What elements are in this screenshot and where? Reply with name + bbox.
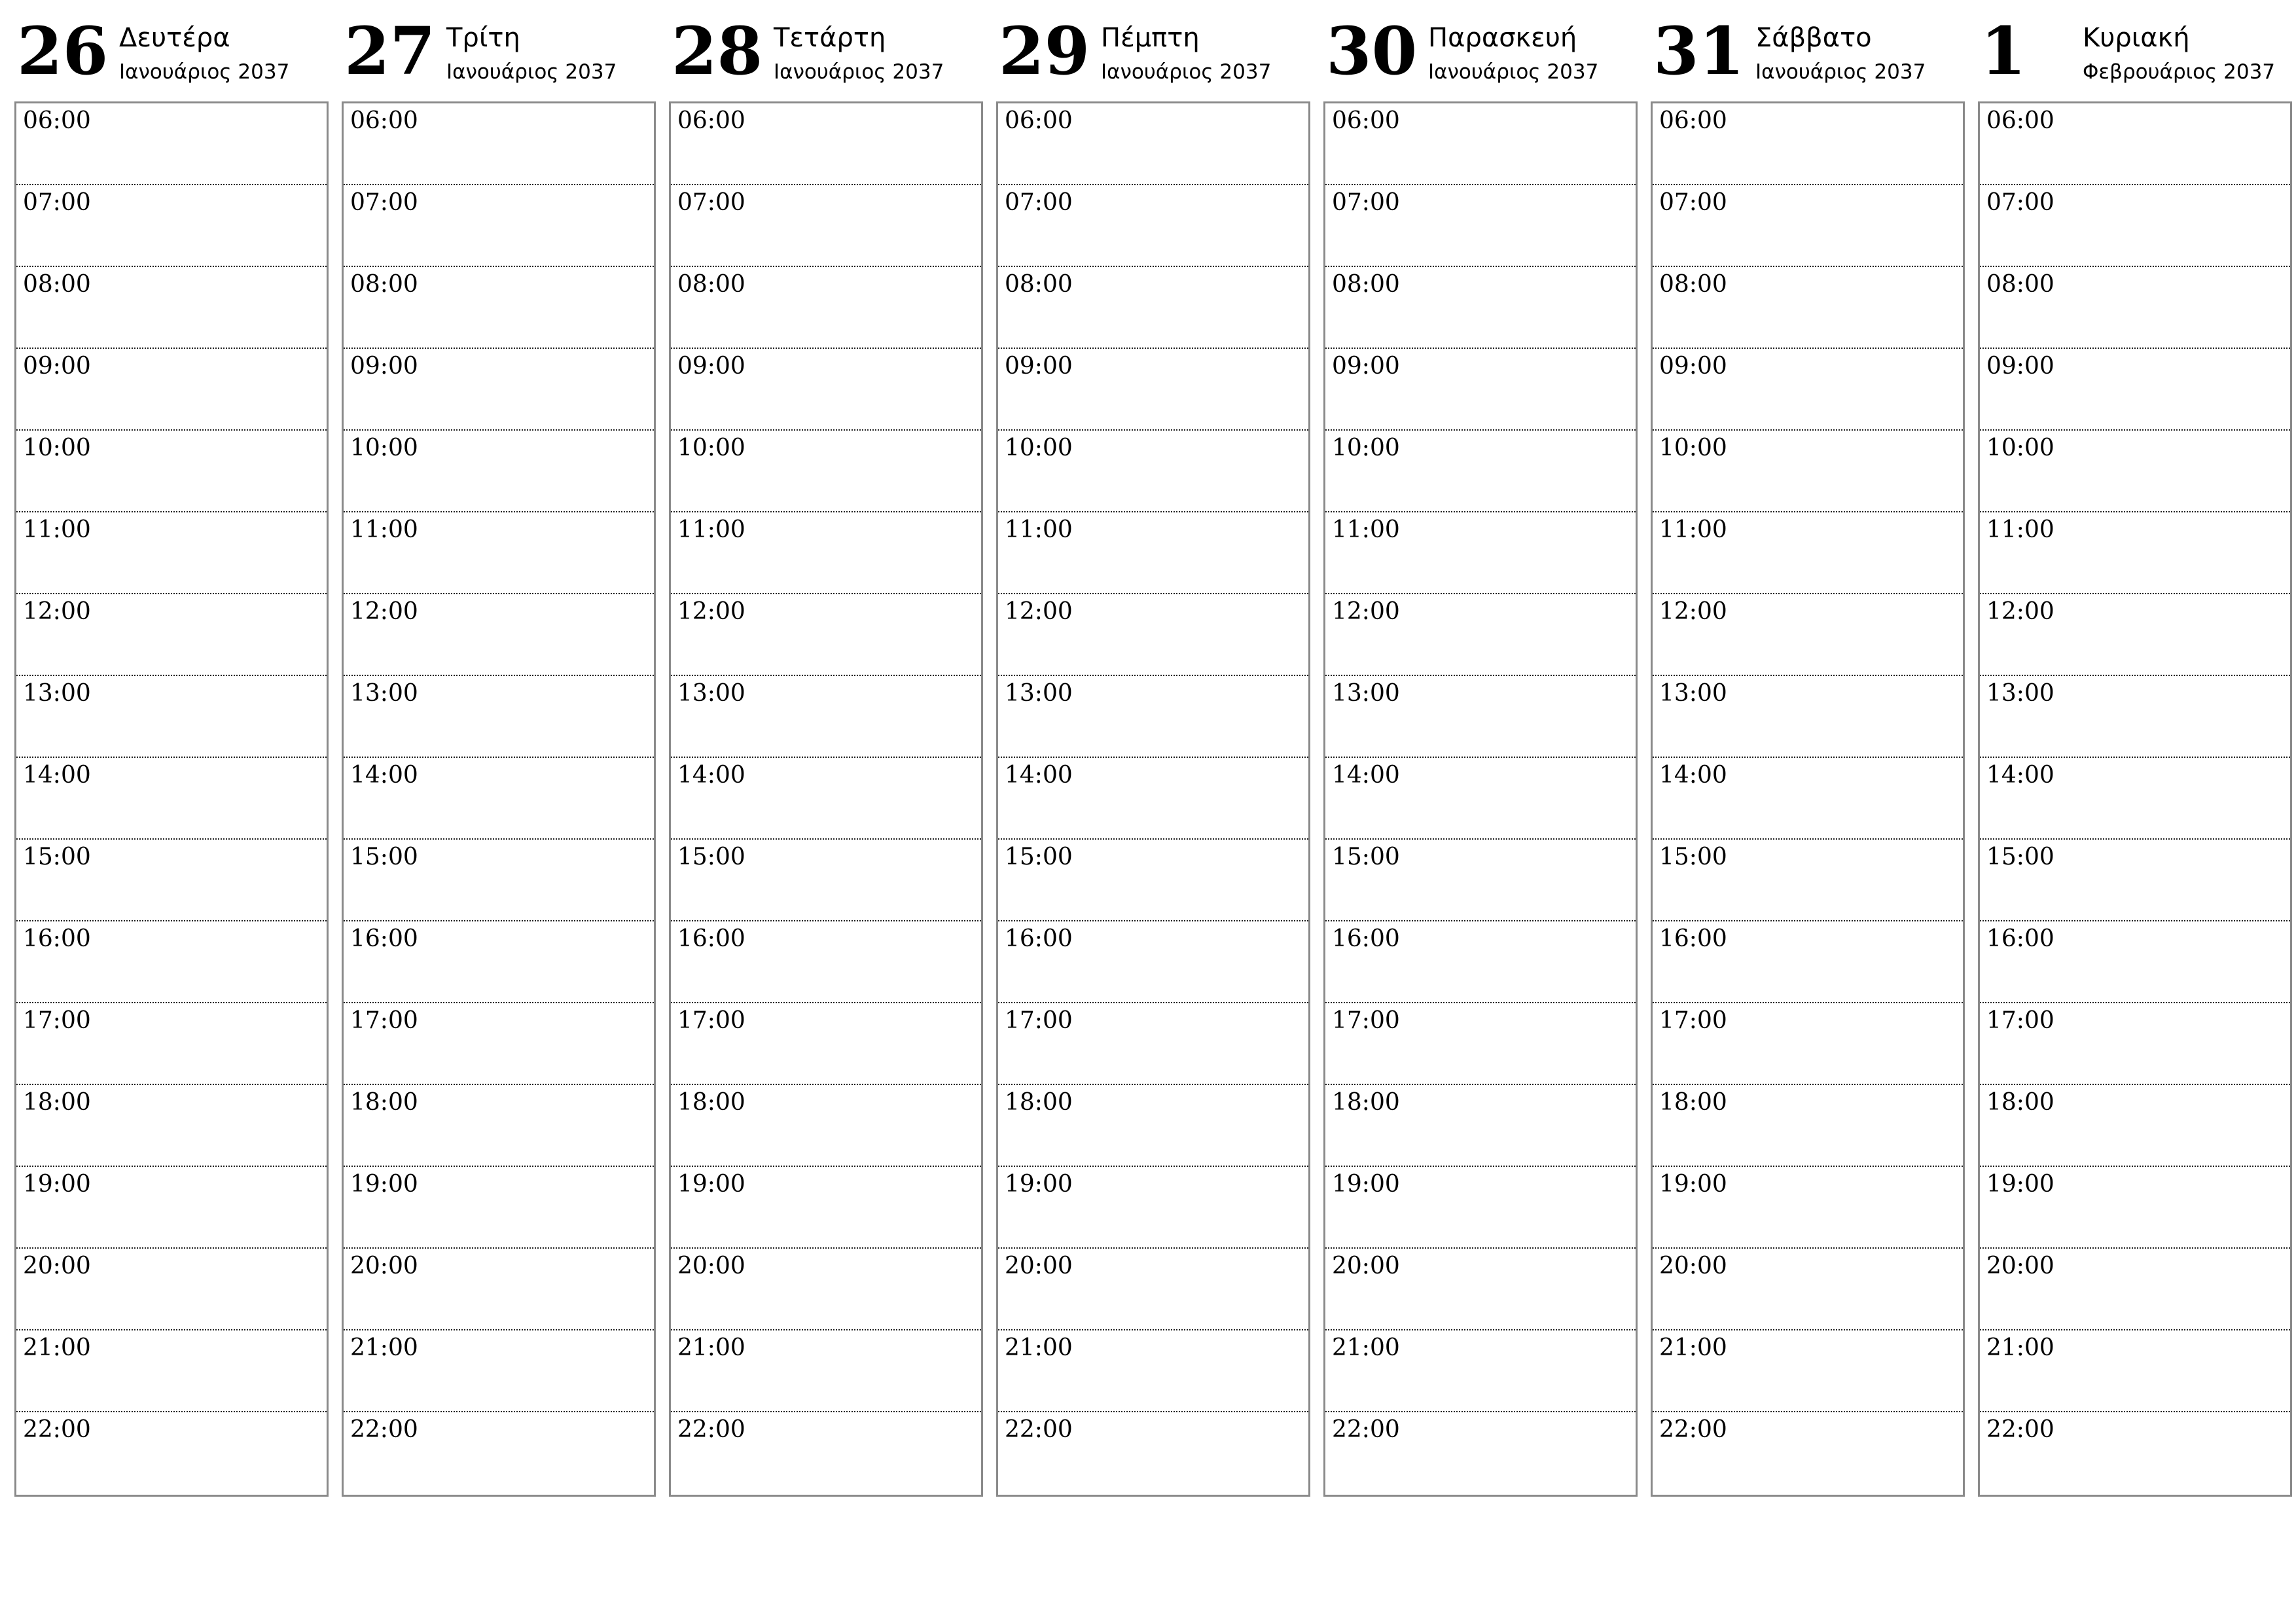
hour-slot[interactable]: 08:00: [344, 267, 654, 349]
day-number: 31: [1653, 12, 1745, 90]
month-year: Φεβρουάριος 2037: [2083, 60, 2276, 84]
month-year: Ιανουάριος 2037: [446, 60, 617, 84]
hour-slot[interactable]: 08:00: [1653, 267, 1963, 349]
hour-slot[interactable]: 18:00: [1325, 1085, 1636, 1167]
hour-slot[interactable]: 17:00: [16, 1003, 327, 1085]
day-header: [996, 13, 1309, 101]
hour-grid: [669, 101, 983, 1497]
hour-slot[interactable]: 13:00: [1653, 676, 1963, 758]
hour-grid: [996, 101, 1310, 1497]
hour-slot[interactable]: 20:00: [998, 1249, 1308, 1330]
hour-slot[interactable]: 19:00: [671, 1167, 981, 1249]
hour-slot[interactable]: 07:00: [671, 185, 981, 267]
hour-grid: [14, 101, 329, 1497]
hour-slot[interactable]: 15:00: [16, 840, 327, 921]
hour-slot[interactable]: 10:00: [344, 431, 654, 512]
hour-slot[interactable]: 14:00: [1980, 758, 2290, 840]
hour-slot[interactable]: 21:00: [1653, 1330, 1963, 1412]
hour-slot[interactable]: 19:00: [998, 1167, 1308, 1249]
hour-slot[interactable]: 16:00: [1980, 921, 2290, 1003]
day-header: [1978, 13, 2291, 101]
month-year: Ιανουάριος 2037: [119, 60, 290, 84]
hour-slot[interactable]: 17:00: [998, 1003, 1308, 1085]
day-header: [342, 13, 655, 101]
hour-slot[interactable]: 13:00: [344, 676, 654, 758]
hour-slot[interactable]: 09:00: [1653, 349, 1963, 431]
hour-slot[interactable]: 22:00: [1332, 1416, 1400, 1443]
hour-slot[interactable]: 06:00: [1653, 103, 1963, 185]
day-number: 29: [999, 12, 1090, 90]
hour-slot[interactable]: 12:00: [1325, 594, 1636, 676]
month-year: Ιανουάριος 2037: [1755, 60, 1926, 84]
hour-slot[interactable]: 15:00: [1980, 840, 2290, 921]
hour-slot[interactable]: 21:00: [998, 1330, 1308, 1412]
hour-slot[interactable]: 13:00: [998, 676, 1308, 758]
hour-slot[interactable]: 20:00: [1653, 1249, 1963, 1330]
hour-slot[interactable]: 08:00: [1980, 267, 2290, 349]
hour-slot[interactable]: 10:00: [1653, 431, 1963, 512]
day-column-1: [1978, 13, 2291, 1499]
day-header: [1651, 13, 1964, 101]
hour-slot[interactable]: 06:00: [1980, 103, 2290, 185]
hour-slot[interactable]: 07:00: [998, 185, 1308, 267]
day-name: Τετάρτη: [774, 23, 886, 53]
day-number: 30: [1326, 12, 1418, 90]
day-name: Τρίτη: [446, 23, 520, 53]
day-column-27: [342, 13, 655, 1499]
day-name: Πέμπτη: [1101, 23, 1200, 53]
day-header: [1323, 13, 1636, 101]
hour-slot[interactable]: 13:00: [1325, 676, 1636, 758]
hour-slot[interactable]: 14:00: [998, 758, 1308, 840]
hour-slot[interactable]: 09:00: [671, 349, 981, 431]
hour-slot[interactable]: 09:00: [1980, 349, 2290, 431]
hour-slot[interactable]: 07:00: [1980, 185, 2290, 267]
month-year: Ιανουάριος 2037: [774, 60, 944, 84]
day-number: 26: [17, 12, 109, 90]
hour-slot[interactable]: 17:00: [1653, 1003, 1963, 1085]
hour-slot[interactable]: 15:00: [344, 840, 654, 921]
hour-slot[interactable]: 21:00: [1980, 1330, 2290, 1412]
hour-slot[interactable]: 13:00: [1980, 676, 2290, 758]
hour-grid: [1323, 101, 1638, 1497]
hour-slot[interactable]: 17:00: [1325, 1003, 1636, 1085]
hour-slot[interactable]: 21:00: [1325, 1330, 1636, 1412]
day-column-30: [1323, 13, 1636, 1499]
hour-slot[interactable]: 17:00: [671, 1003, 981, 1085]
hour-slot[interactable]: 14:00: [344, 758, 654, 840]
hour-slot[interactable]: 06:00: [671, 103, 981, 185]
hour-slot[interactable]: 21:00: [671, 1330, 981, 1412]
hour-slot[interactable]: 17:00: [344, 1003, 654, 1085]
hour-slot[interactable]: 20:00: [1325, 1249, 1636, 1330]
hour-slot[interactable]: 14:00: [1653, 758, 1963, 840]
hour-slot[interactable]: 10:00: [671, 431, 981, 512]
hour-grid: [1651, 101, 1965, 1497]
hour-slot[interactable]: 18:00: [1653, 1085, 1963, 1167]
hour-slot[interactable]: 22:00: [1659, 1416, 1727, 1443]
hour-slot[interactable]: 22:00: [23, 1416, 91, 1443]
hour-slot[interactable]: 13:00: [671, 676, 981, 758]
hour-slot[interactable]: 22:00: [1005, 1416, 1073, 1443]
hour-slot[interactable]: 11:00: [998, 512, 1308, 594]
day-column-28: [669, 13, 982, 1499]
hour-slot[interactable]: 16:00: [998, 921, 1308, 1003]
hour-slot[interactable]: 08:00: [16, 267, 327, 349]
hour-slot[interactable]: 22:00: [677, 1416, 745, 1443]
hour-slot[interactable]: 14:00: [1325, 758, 1636, 840]
month-year: Ιανουάριος 2037: [1101, 60, 1272, 84]
hour-slot[interactable]: 09:00: [1325, 349, 1636, 431]
hour-slot[interactable]: 16:00: [344, 921, 654, 1003]
hour-slot[interactable]: 11:00: [344, 512, 654, 594]
hour-slot[interactable]: 12:00: [1980, 594, 2290, 676]
day-number: 28: [672, 12, 763, 90]
hour-slot[interactable]: 15:00: [671, 840, 981, 921]
day-column-29: [996, 13, 1309, 1499]
hour-slot[interactable]: 07:00: [1325, 185, 1636, 267]
hour-slot[interactable]: 16:00: [1653, 921, 1963, 1003]
hour-slot[interactable]: 08:00: [998, 267, 1308, 349]
day-header: [14, 13, 327, 101]
hour-slot[interactable]: 18:00: [998, 1085, 1308, 1167]
hour-slot[interactable]: 20:00: [344, 1249, 654, 1330]
hour-grid: [1978, 101, 2292, 1497]
hour-slot[interactable]: 16:00: [1325, 921, 1636, 1003]
hour-slot[interactable]: 11:00: [1325, 512, 1636, 594]
hour-slot[interactable]: 10:00: [998, 431, 1308, 512]
hour-slot[interactable]: 21:00: [344, 1330, 654, 1412]
day-name: Δευτέρα: [119, 23, 230, 53]
hour-slot[interactable]: 12:00: [998, 594, 1308, 676]
hour-slot[interactable]: 06:00: [998, 103, 1308, 185]
day-name: Κυριακή: [2083, 23, 2190, 53]
hour-slot[interactable]: 18:00: [671, 1085, 981, 1167]
hour-slot[interactable]: 19:00: [344, 1167, 654, 1249]
day-column-26: [14, 13, 327, 1499]
hour-slot[interactable]: 20:00: [1980, 1249, 2290, 1330]
hour-slot[interactable]: 06:00: [344, 103, 654, 185]
hour-slot[interactable]: 06:00: [16, 103, 327, 185]
day-number: 27: [344, 12, 436, 90]
hour-slot[interactable]: 19:00: [16, 1167, 327, 1249]
hour-slot[interactable]: 14:00: [16, 758, 327, 840]
hour-slot[interactable]: 15:00: [998, 840, 1308, 921]
hour-slot[interactable]: 15:00: [1325, 840, 1636, 921]
hour-slot[interactable]: 10:00: [16, 431, 327, 512]
hour-slot[interactable]: 12:00: [671, 594, 981, 676]
hour-slot[interactable]: 07:00: [16, 185, 327, 267]
hour-slot[interactable]: 11:00: [1653, 512, 1963, 594]
hour-slot[interactable]: 11:00: [1980, 512, 2290, 594]
hour-slot[interactable]: 21:00: [16, 1330, 327, 1412]
hour-slot[interactable]: 20:00: [16, 1249, 327, 1330]
month-year: Ιανουάριος 2037: [1428, 60, 1599, 84]
hour-slot[interactable]: 10:00: [1325, 431, 1636, 512]
hour-slot[interactable]: 08:00: [1325, 267, 1636, 349]
day-number: 1: [1981, 12, 2026, 90]
hour-slot[interactable]: 11:00: [16, 512, 327, 594]
day-name: Παρασκευή: [1428, 23, 1577, 53]
hour-slot[interactable]: 19:00: [1325, 1167, 1636, 1249]
hour-slot[interactable]: 16:00: [671, 921, 981, 1003]
hour-slot[interactable]: 17:00: [1980, 1003, 2290, 1085]
hour-slot[interactable]: 11:00: [671, 512, 981, 594]
hour-slot[interactable]: 09:00: [998, 349, 1308, 431]
hour-slot[interactable]: 12:00: [16, 594, 327, 676]
hour-slot[interactable]: 19:00: [1653, 1167, 1963, 1249]
day-header: [669, 13, 982, 101]
hour-slot[interactable]: 06:00: [1325, 103, 1636, 185]
hour-slot[interactable]: 09:00: [16, 349, 327, 431]
hour-slot[interactable]: 18:00: [344, 1085, 654, 1167]
day-column-31: [1651, 13, 1964, 1499]
hour-slot[interactable]: 18:00: [16, 1085, 327, 1167]
hour-slot[interactable]: 07:00: [1653, 185, 1963, 267]
hour-slot[interactable]: 14:00: [671, 758, 981, 840]
hour-slot[interactable]: 22:00: [1986, 1416, 2054, 1443]
hour-slot[interactable]: 10:00: [1980, 431, 2290, 512]
hour-slot[interactable]: 13:00: [16, 676, 327, 758]
hour-slot[interactable]: 07:00: [344, 185, 654, 267]
hour-slot[interactable]: 19:00: [1980, 1167, 2290, 1249]
hour-slot[interactable]: 16:00: [16, 921, 327, 1003]
hour-slot[interactable]: 18:00: [1980, 1085, 2290, 1167]
day-name: Σάββατο: [1755, 23, 1872, 53]
weekly-planner: [14, 13, 2291, 1499]
hour-slot[interactable]: 22:00: [350, 1416, 418, 1443]
hour-slot[interactable]: 20:00: [671, 1249, 981, 1330]
hour-grid: [342, 101, 656, 1497]
hour-slot[interactable]: 15:00: [1653, 840, 1963, 921]
hour-slot[interactable]: 08:00: [671, 267, 981, 349]
hour-slot[interactable]: 12:00: [1653, 594, 1963, 676]
hour-slot[interactable]: 09:00: [344, 349, 654, 431]
hour-slot[interactable]: 12:00: [344, 594, 654, 676]
